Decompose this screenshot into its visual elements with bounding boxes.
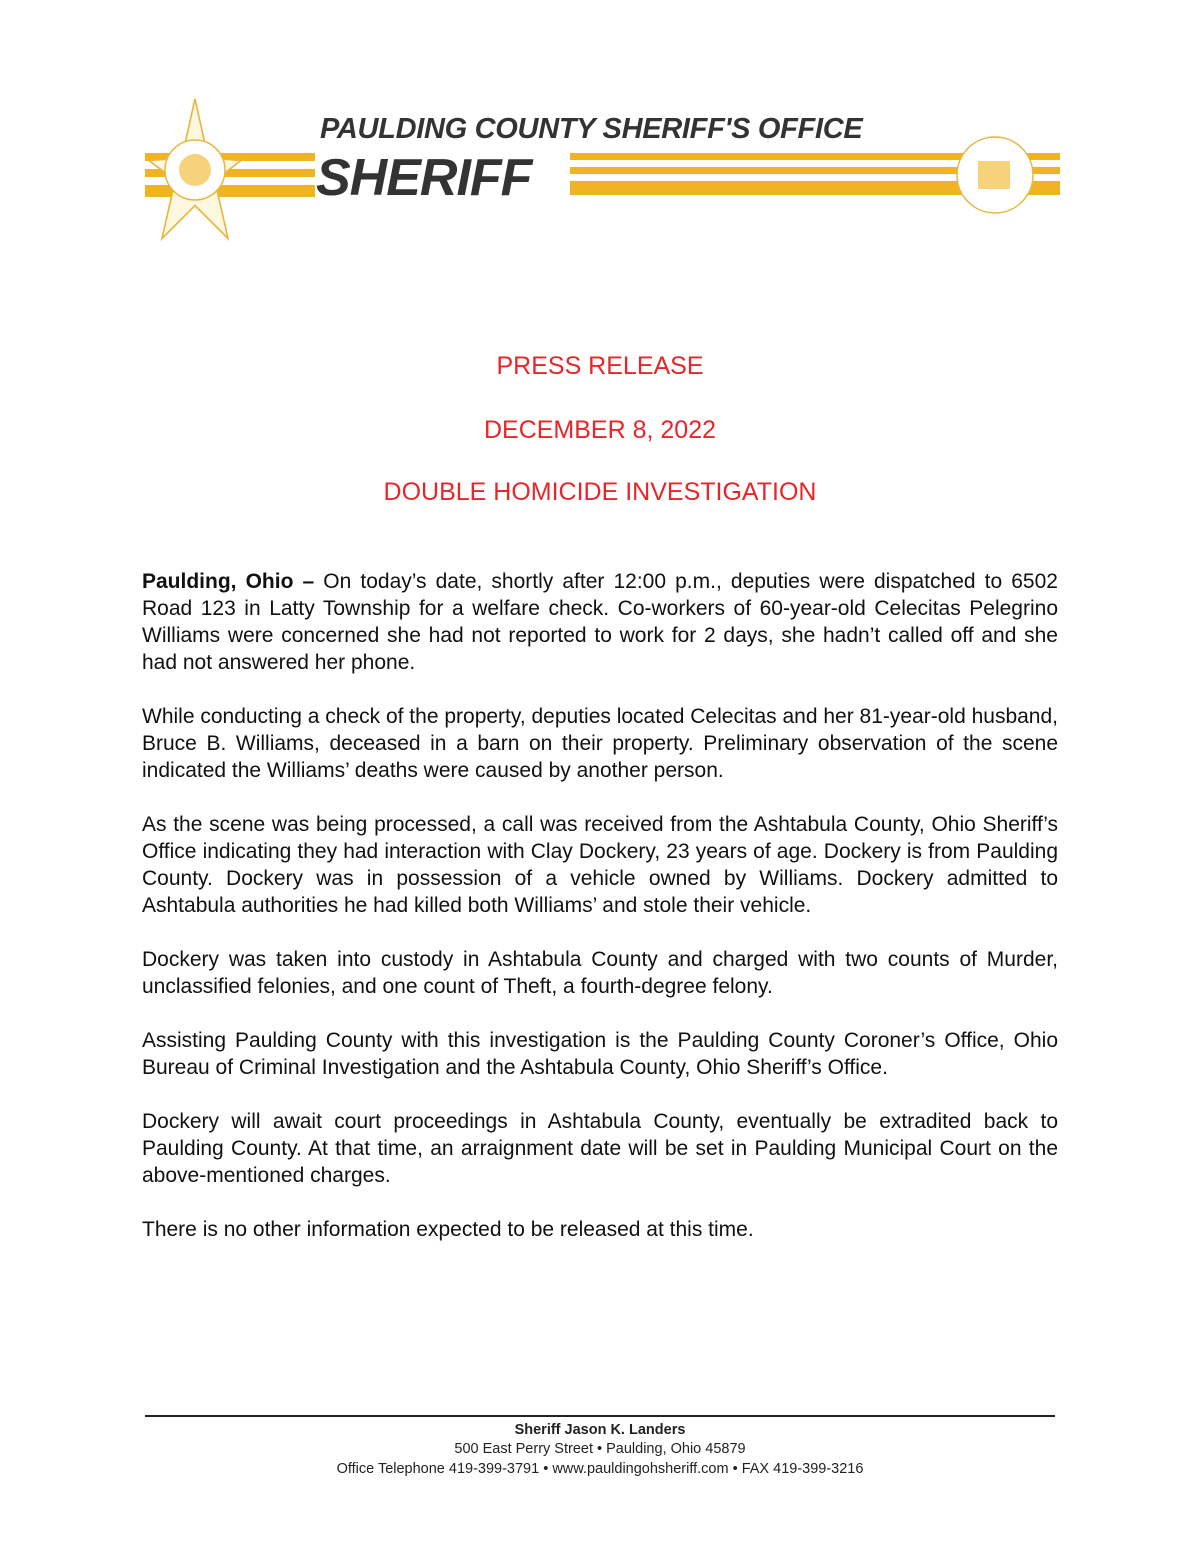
ohio-seal-icon xyxy=(957,137,1033,213)
dateline: Paulding, Ohio – xyxy=(142,570,315,593)
paragraph: Assisting Paulding County with this investigation is the Paulding County Coroner’s Office, Ohio Bureau of Criminal Investigation and the Ashtabula County, Ohio Sheriff’s Office. xyxy=(142,1029,1058,1079)
release-subject: DOUBLE HOMICIDE INVESTIGATION xyxy=(383,478,817,506)
paragraph xyxy=(142,568,1058,676)
paragraph: As the scene was being processed, a call was received from the Ashtabula County, Ohio Sheriff’s Office indicating they had interaction with Clay Dockery, 23 years of age. Dockery is from Paulding County. Dockery was in possession of a vehicle owned by Williams. Dockery admitted to Ashtabula authorities he had killed both Williams’ and stole their vehicle. xyxy=(142,813,1058,917)
sheriff-logo xyxy=(140,85,1060,255)
paragraph: While conducting a check of the property, deputies located Celecitas and her 81-year-old husband, Bruce B. Williams, deceased in a barn on their property. Preliminary observation of the scene indicated the Williams’ deaths were caused by another person. xyxy=(142,705,1058,782)
release-body xyxy=(142,568,1058,1270)
footer-contact: Office Telephone 419-399-3791 • www.pauldingohsheriff.com • FAX 419-399-3216 xyxy=(336,1461,864,1477)
sheriff-title: SHERIFF xyxy=(316,149,532,207)
footer-address: 500 East Perry Street • Paulding, Ohio 45879 xyxy=(454,1441,746,1457)
paragraph: Dockery was taken into custody in Ashtabula County and charged with two counts of Murder, unclassified felonies, and one count of Theft, a fourth-degree felony. xyxy=(142,948,1058,998)
footer-divider xyxy=(145,1415,1055,1417)
paragraph: There is no other information expected to be released at this time. xyxy=(142,1218,754,1241)
star-badge-icon xyxy=(149,99,241,239)
paragraph-text: On today’s date, shortly after 12:00 p.m., deputies were dispatched to 6502 Road 123 in Latty Township for a welfare check. Co-workers of 60-year-old Celecitas Pelegrino Williams were concerned she had not reported to work for 2 days, she hadn’t called off and she had not answered her phone. xyxy=(142,570,1058,674)
document-type: PRESS RELEASE xyxy=(496,352,704,380)
footer-sheriff: Sheriff Jason K. Landers xyxy=(514,1422,686,1438)
office-name: PAULDING COUNTY SHERIFF'S OFFICE xyxy=(320,113,863,145)
paragraph: Dockery will await court proceedings in Ashtabula County, eventually be extradited back to Paulding County. At that time, an arraignment date will be set in Paulding Municipal Court on the above-mentioned charges. xyxy=(142,1110,1058,1187)
release-date: DECEMBER 8, 2022 xyxy=(483,416,717,444)
